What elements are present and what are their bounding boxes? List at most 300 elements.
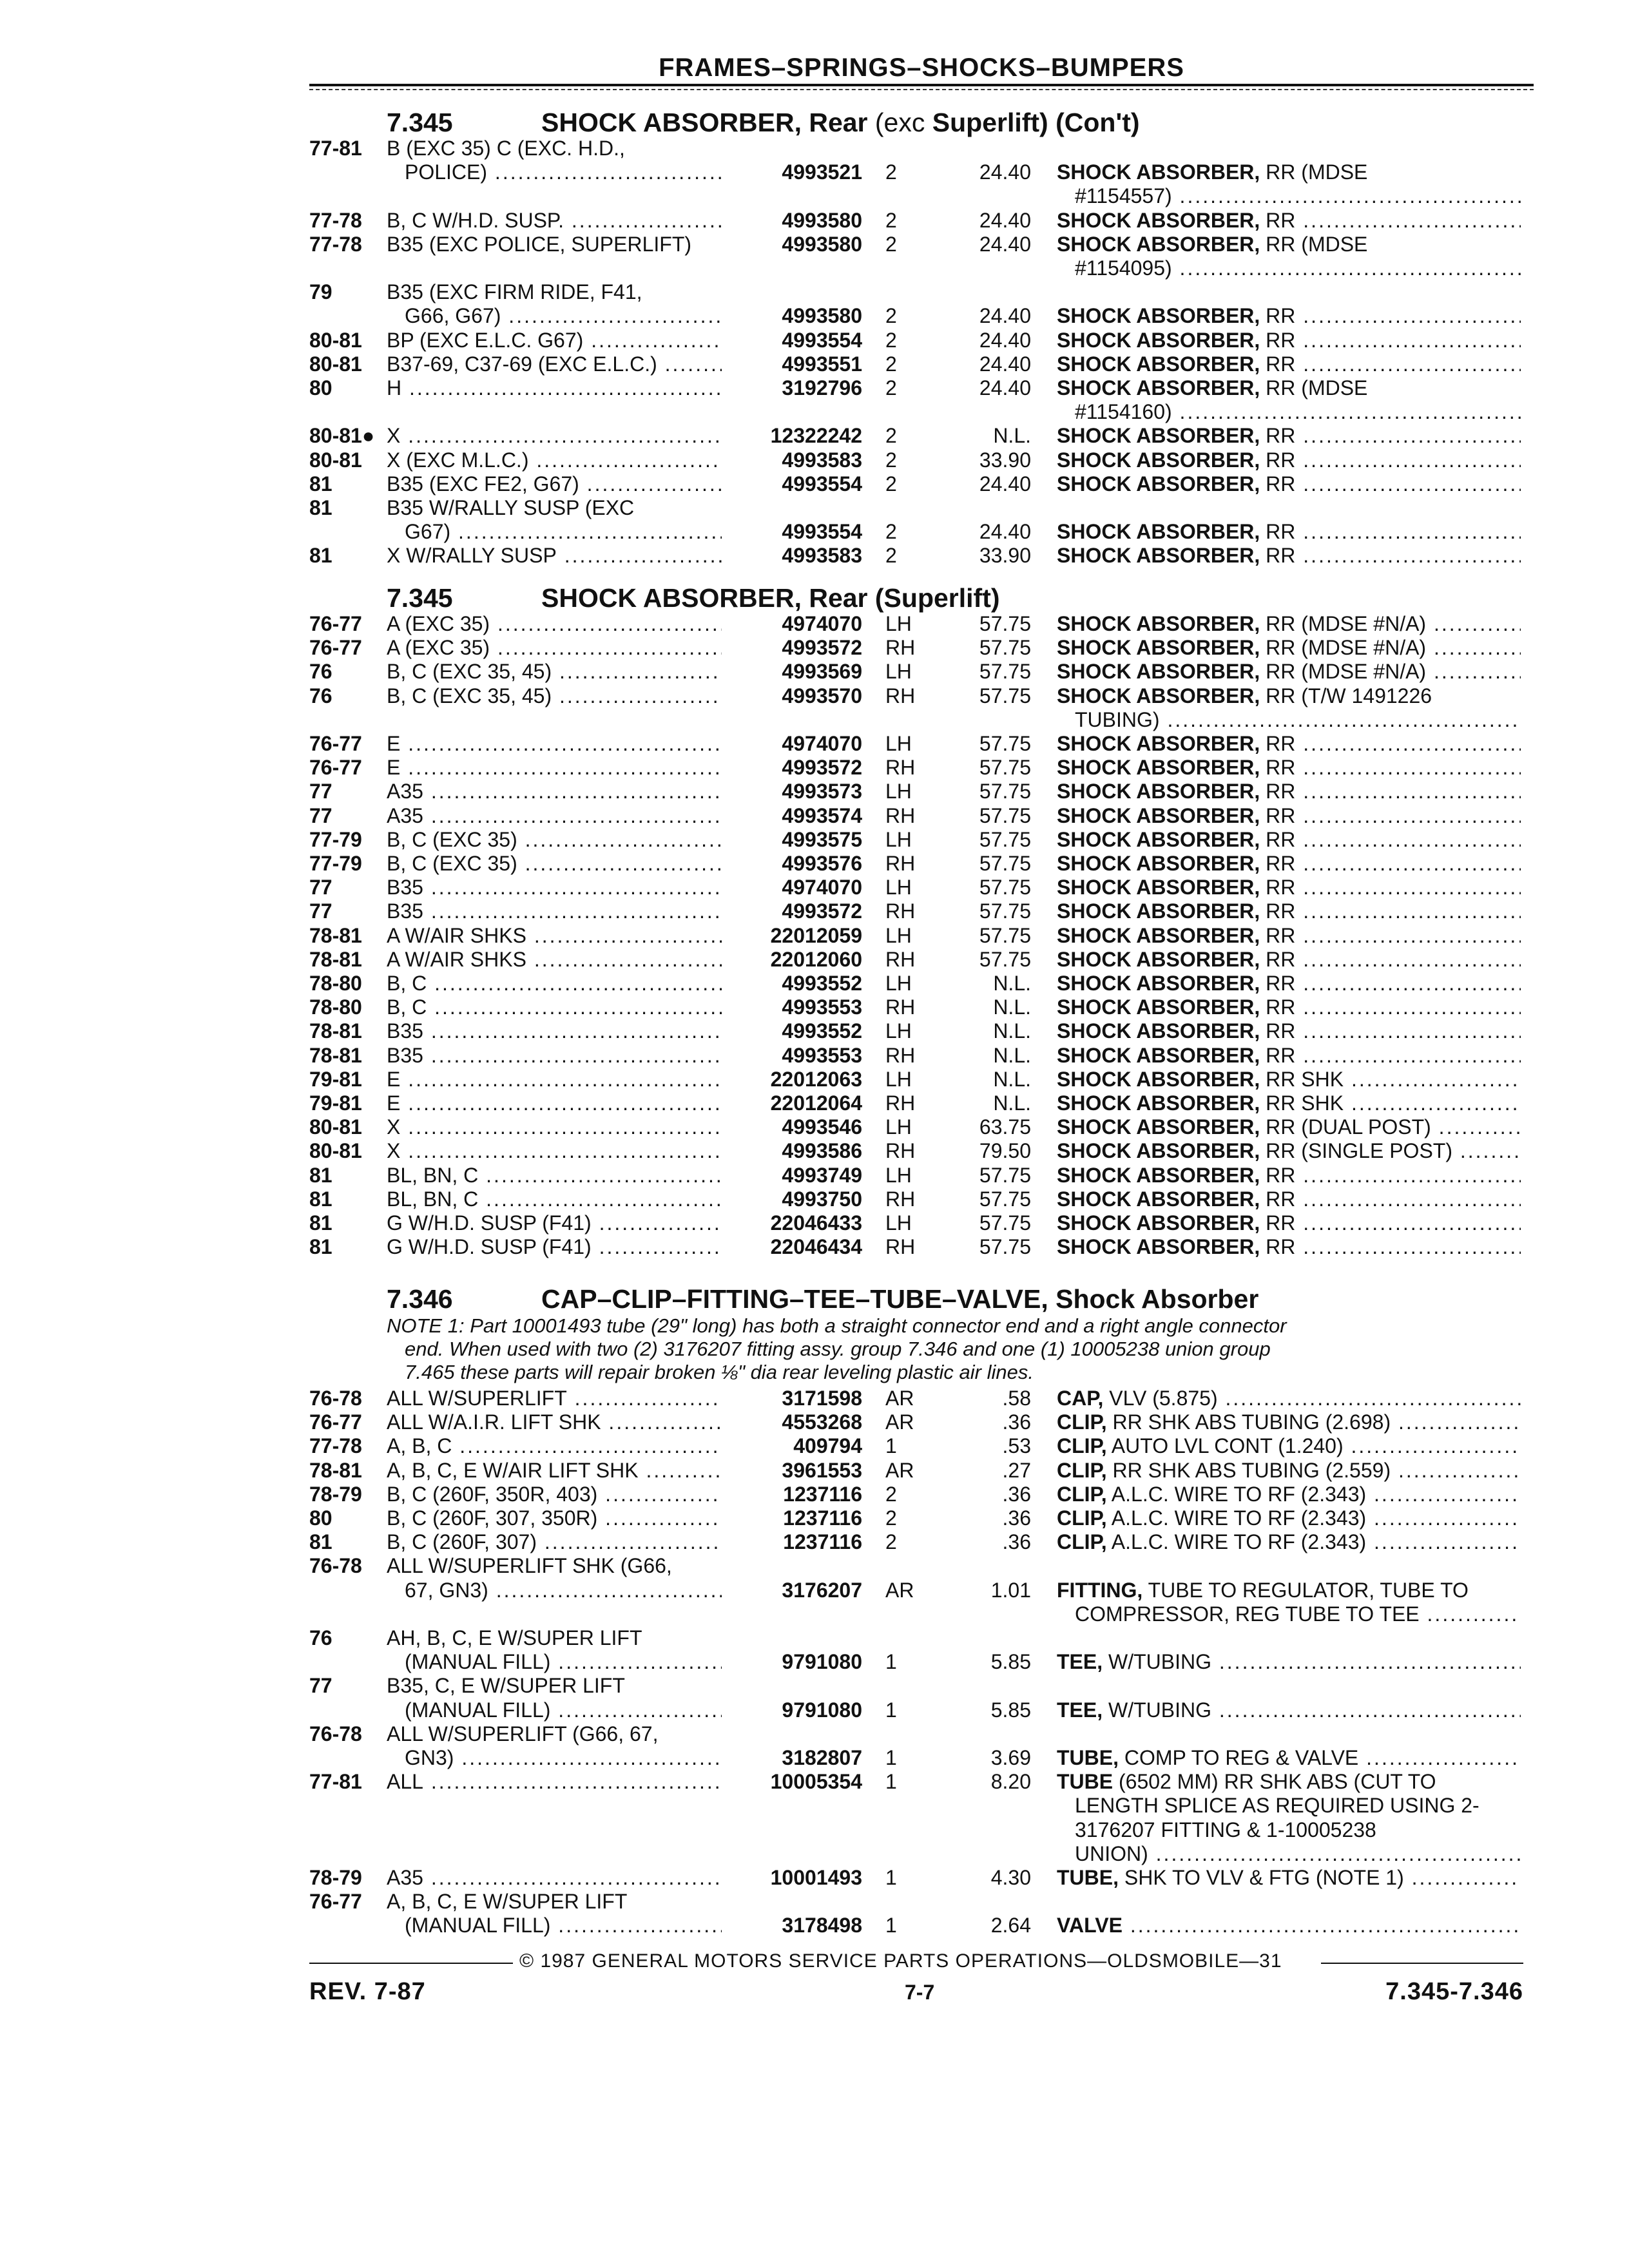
part-name: SHOCK ABSORBER, bbox=[1057, 328, 1260, 352]
part-name: SHOCK ABSORBER, bbox=[1057, 852, 1260, 875]
parts-row bbox=[0, 376, 1629, 400]
part-name: CLIP, bbox=[1057, 1434, 1107, 1458]
year-range: 77-81 bbox=[309, 137, 362, 160]
year-range: 77 bbox=[309, 899, 333, 923]
parts-row bbox=[0, 544, 1629, 568]
part-number: 1237116 bbox=[783, 1482, 862, 1506]
part-name: SHOCK ABSORBER, bbox=[1057, 684, 1260, 707]
quantity: RH bbox=[885, 947, 916, 971]
part-number: 1237116 bbox=[783, 1530, 862, 1554]
price: .53 bbox=[1002, 1434, 1031, 1458]
price: 79.50 bbox=[979, 1139, 1031, 1163]
parts-row bbox=[0, 1698, 1629, 1722]
model-applicability: B, C (260F, 350R, 403) ..... bbox=[387, 1483, 722, 1506]
page-header bbox=[309, 54, 1534, 90]
model-applicability: A W/AIR SHKS ..... bbox=[387, 924, 722, 948]
model-applicability: AH, B, C, E W/SUPER LIFT bbox=[387, 1626, 642, 1649]
part-name: SHOCK ABSORBER, bbox=[1057, 756, 1260, 780]
model-applicability: A, B, C, E W/SUPER LIFT bbox=[387, 1890, 628, 1914]
quantity: LH bbox=[885, 1211, 912, 1235]
part-number: 4993575 bbox=[782, 827, 862, 851]
quantity: RH bbox=[885, 1235, 916, 1259]
part-detail: W/TUBING bbox=[1103, 1698, 1211, 1722]
part-name: SHOCK ABSORBER, bbox=[1057, 827, 1260, 851]
year-range: 76-78 bbox=[309, 1387, 362, 1410]
quantity: 2 bbox=[885, 232, 897, 256]
quantity: 2 bbox=[885, 472, 897, 495]
price: 4.30 bbox=[990, 1866, 1031, 1889]
part-number: 22012063 bbox=[770, 1067, 862, 1091]
part-number: 3961553 bbox=[782, 1458, 862, 1482]
quantity: LH bbox=[885, 1163, 912, 1187]
model-applicability: B, C (260F, 307) ..... bbox=[387, 1530, 722, 1554]
part-detail: TUBE TO REGULATOR, TUBE TO bbox=[1142, 1578, 1469, 1602]
quantity: 2 bbox=[885, 1530, 897, 1554]
part-description bbox=[1057, 636, 1521, 660]
part-detail: W/TUBING bbox=[1103, 1650, 1211, 1674]
year-range: 81 bbox=[309, 544, 333, 568]
header-rule-dashed bbox=[309, 89, 1534, 90]
part-name: CLIP, bbox=[1057, 1530, 1107, 1554]
parts-row bbox=[0, 184, 1629, 208]
year-range: 78-80 bbox=[309, 972, 362, 995]
part-detail: RR (MDSE #N/A) bbox=[1260, 660, 1427, 684]
price: N.L. bbox=[993, 995, 1031, 1019]
quantity: 2 bbox=[885, 1482, 897, 1506]
model-applicability: A, B, C, E W/AIR LIFT SHK ..... bbox=[387, 1459, 722, 1483]
parts-row bbox=[0, 1914, 1629, 1937]
parts-row bbox=[0, 1459, 1629, 1483]
model-applicability: H ..... bbox=[387, 376, 722, 400]
model-applicability: B35 ..... bbox=[387, 1019, 722, 1043]
year-range: 78-81 bbox=[309, 923, 362, 947]
parts-row bbox=[0, 137, 1629, 160]
parts-row bbox=[0, 1674, 1629, 1698]
part-description bbox=[1057, 520, 1521, 544]
part-description bbox=[1057, 1459, 1521, 1483]
section-range: 7.345-7.346 bbox=[1385, 1978, 1523, 2005]
year-range: 77 bbox=[309, 876, 333, 899]
part-name: CLIP, bbox=[1057, 1410, 1107, 1434]
parts-row bbox=[0, 852, 1629, 876]
part-detail: COMP TO REG & VALVE bbox=[1119, 1746, 1359, 1769]
part-description bbox=[1057, 1044, 1521, 1068]
part-description bbox=[1075, 708, 1521, 732]
part-number: 4993569 bbox=[782, 660, 862, 684]
price: 24.40 bbox=[979, 472, 1031, 495]
price: 5.85 bbox=[990, 1650, 1031, 1674]
year-range: 80-81● bbox=[309, 424, 375, 448]
price: 24.40 bbox=[979, 352, 1031, 376]
part-description bbox=[1057, 233, 1521, 256]
parts-row bbox=[0, 1139, 1629, 1163]
parts-row bbox=[0, 948, 1629, 972]
part-detail: RR bbox=[1260, 448, 1296, 472]
part-description bbox=[1057, 1019, 1521, 1043]
part-description bbox=[1057, 304, 1521, 328]
part-description bbox=[1057, 732, 1521, 756]
part-name: CLIP, bbox=[1057, 1482, 1107, 1506]
section-heading-part: Superlift) (Con't) bbox=[932, 108, 1140, 137]
part-number: 4993553 bbox=[782, 995, 862, 1019]
parts-row bbox=[0, 472, 1629, 496]
part-name: SHOCK ABSORBER, bbox=[1057, 660, 1260, 684]
quantity: 2 bbox=[885, 544, 897, 568]
section-heading-part: SHOCK ABSORBER, Rear bbox=[541, 108, 875, 137]
model-applicability: B35 ..... bbox=[387, 899, 722, 923]
section-note bbox=[387, 1314, 1521, 1384]
year-range: 80-81 bbox=[309, 328, 362, 352]
price: 57.75 bbox=[979, 923, 1031, 947]
part-number: 4993572 bbox=[782, 636, 862, 660]
part-name: SHOCK ABSORBER, bbox=[1057, 636, 1260, 660]
part-description bbox=[1057, 376, 1521, 400]
part-description bbox=[1057, 1235, 1521, 1259]
part-description bbox=[1057, 852, 1521, 876]
quantity: 2 bbox=[885, 1506, 897, 1530]
section-heading-part: CAP–CLIP–FITTING–TEE–TUBE–VALVE, bbox=[541, 1284, 1048, 1314]
parts-row bbox=[0, 1483, 1629, 1506]
part-name: SHOCK ABSORBER, bbox=[1057, 472, 1260, 495]
year-range: 78-81 bbox=[309, 1019, 362, 1043]
quantity: 2 bbox=[885, 448, 897, 472]
parts-row bbox=[0, 756, 1629, 780]
section-title bbox=[387, 108, 1140, 137]
model-applicability: B, C ..... bbox=[387, 995, 722, 1019]
year-range: 81 bbox=[309, 1235, 333, 1259]
part-number: 4974070 bbox=[782, 732, 862, 755]
year-range: 76 bbox=[309, 660, 333, 684]
parts-row bbox=[0, 1115, 1629, 1139]
part-name: SHOCK ABSORBER, bbox=[1057, 1019, 1260, 1043]
revision-label: REV. 7-87 bbox=[309, 1978, 426, 2005]
model-applicability: ALL W/A.I.R. LIFT SHK ..... bbox=[387, 1410, 722, 1434]
part-detail: RR bbox=[1260, 780, 1296, 803]
part-number: 4993554 bbox=[782, 520, 862, 544]
quantity: RH bbox=[885, 899, 916, 923]
year-range: 77 bbox=[309, 803, 333, 827]
year-range: 78-80 bbox=[309, 995, 362, 1019]
part-name: SHOCK ABSORBER, bbox=[1057, 1211, 1260, 1235]
part-detail: (6502 MM) RR SHK ABS (CUT TO bbox=[1113, 1770, 1436, 1794]
part-description bbox=[1057, 209, 1521, 233]
part-detail: AUTO LVL CONT (1.240) bbox=[1106, 1434, 1344, 1458]
part-detail: RR bbox=[1260, 544, 1296, 568]
part-detail: RR bbox=[1260, 756, 1296, 780]
part-number: 4993551 bbox=[782, 352, 862, 376]
part-name: TEE, bbox=[1057, 1698, 1103, 1722]
price: N.L. bbox=[993, 424, 1031, 448]
model-applicability: A35 ..... bbox=[387, 780, 722, 803]
year-range: 77-78 bbox=[309, 208, 362, 232]
model-applicability: G67) ..... bbox=[405, 520, 722, 544]
parts-row bbox=[0, 209, 1629, 233]
part-detail: 3176207 FITTING & 1-10005238 bbox=[1075, 1818, 1376, 1841]
parts-row bbox=[0, 496, 1629, 520]
parts-row bbox=[0, 1746, 1629, 1770]
part-description bbox=[1057, 1434, 1521, 1458]
quantity: 2 bbox=[885, 352, 897, 376]
price: 57.75 bbox=[979, 1211, 1031, 1235]
part-description bbox=[1075, 1602, 1521, 1626]
quantity: RH bbox=[885, 1139, 916, 1163]
part-description bbox=[1075, 1794, 1521, 1818]
model-applicability: B, C (EXC 35, 45) ..... bbox=[387, 684, 722, 708]
part-number: 4993576 bbox=[782, 852, 862, 875]
part-detail: RR (DUAL POST) bbox=[1260, 1115, 1431, 1139]
model-applicability: G W/H.D. SUSP (F41) ..... bbox=[387, 1235, 722, 1259]
year-range: 78-81 bbox=[309, 947, 362, 971]
quantity: 1 bbox=[885, 1746, 897, 1769]
parts-row bbox=[0, 660, 1629, 684]
quantity: RH bbox=[885, 1187, 916, 1211]
year-range: 76-77 bbox=[309, 1890, 362, 1914]
footer-rule-left bbox=[309, 1963, 513, 1964]
model-applicability: A35 ..... bbox=[387, 804, 722, 828]
part-detail: TUBING) bbox=[1075, 707, 1160, 731]
model-applicability: ALL ..... bbox=[387, 1770, 722, 1794]
part-description bbox=[1057, 1506, 1521, 1530]
year-range: 80-81 bbox=[309, 352, 362, 376]
part-number: 4974070 bbox=[782, 876, 862, 899]
part-number: 22046433 bbox=[770, 1211, 862, 1235]
model-applicability: A W/AIR SHKS ..... bbox=[387, 948, 722, 972]
year-range: 81 bbox=[309, 1187, 333, 1211]
model-applicability: B35 (EXC POLICE, SUPERLIFT) bbox=[387, 232, 692, 256]
part-description bbox=[1057, 972, 1521, 995]
price: 57.75 bbox=[979, 876, 1031, 899]
part-detail: RR (MDSE bbox=[1260, 376, 1368, 399]
price: 24.40 bbox=[979, 520, 1031, 544]
part-detail: RR bbox=[1260, 472, 1296, 495]
price: N.L. bbox=[993, 972, 1031, 995]
model-applicability: B, C (EXC 35, 45) ..... bbox=[387, 660, 722, 684]
quantity: AR bbox=[885, 1410, 914, 1434]
part-name: SHOCK ABSORBER, bbox=[1057, 208, 1260, 232]
price: .36 bbox=[1002, 1506, 1031, 1530]
part-description bbox=[1057, 352, 1521, 376]
year-range: 81 bbox=[309, 1211, 333, 1235]
price: .36 bbox=[1002, 1530, 1031, 1554]
section-title bbox=[387, 584, 1000, 612]
model-applicability: E ..... bbox=[387, 1068, 722, 1091]
section-number: 7.345 bbox=[387, 108, 453, 137]
part-description bbox=[1057, 1770, 1521, 1794]
footer-copyright: © 1987 GENERAL MOTORS SERVICE PARTS OPERATIONS—OLDSMOBILE—31 bbox=[519, 1950, 1282, 1972]
section-heading-part: SHOCK ABSORBER, Rear (Superlift) bbox=[541, 583, 1000, 613]
year-range: 76-77 bbox=[309, 756, 362, 780]
part-name: SHOCK ABSORBER, bbox=[1057, 424, 1260, 448]
part-number: 4993552 bbox=[782, 1019, 862, 1043]
part-name: SHOCK ABSORBER, bbox=[1057, 947, 1260, 971]
quantity: LH bbox=[885, 612, 912, 635]
part-description bbox=[1057, 780, 1521, 803]
part-description bbox=[1057, 828, 1521, 852]
part-detail: RR bbox=[1260, 1211, 1296, 1235]
part-number: 3176207 bbox=[782, 1578, 862, 1602]
model-applicability: (MANUAL FILL) ..... bbox=[405, 1914, 722, 1937]
part-description bbox=[1057, 948, 1521, 972]
part-name: SHOCK ABSORBER, bbox=[1057, 923, 1260, 947]
quantity: 1 bbox=[885, 1770, 897, 1794]
part-number: 22012059 bbox=[770, 923, 862, 947]
model-applicability: A (EXC 35) ..... bbox=[387, 612, 722, 636]
part-name: SHOCK ABSORBER, bbox=[1057, 232, 1260, 256]
part-number: 10001493 bbox=[770, 1866, 862, 1889]
part-detail: UNION) bbox=[1075, 1841, 1148, 1865]
part-number: 4993583 bbox=[782, 544, 862, 568]
year-range: 78-79 bbox=[309, 1866, 362, 1889]
part-detail: RR (MDSE #N/A) bbox=[1260, 636, 1427, 660]
price: 5.85 bbox=[990, 1698, 1031, 1722]
year-range: 76 bbox=[309, 684, 333, 707]
model-applicability: B, C (EXC 35) ..... bbox=[387, 828, 722, 852]
part-description bbox=[1057, 1091, 1521, 1115]
model-applicability: POLICE) ..... bbox=[405, 160, 722, 184]
part-detail: A.L.C. WIRE TO RF (2.343) bbox=[1106, 1530, 1367, 1554]
part-detail: RR (SINGLE POST) bbox=[1260, 1139, 1452, 1163]
model-applicability: (MANUAL FILL) ..... bbox=[405, 1698, 722, 1722]
part-detail: RR bbox=[1260, 1187, 1296, 1211]
model-applicability: E ..... bbox=[387, 1091, 722, 1115]
parts-row bbox=[0, 732, 1629, 756]
part-detail: RR bbox=[1260, 304, 1296, 328]
footer-rule-right bbox=[1321, 1963, 1523, 1964]
part-name: SHOCK ABSORBER, bbox=[1057, 1187, 1260, 1211]
part-detail: RR bbox=[1260, 208, 1296, 232]
part-description bbox=[1057, 472, 1521, 496]
part-detail: SHK TO VLV & FTG (NOTE 1) bbox=[1119, 1866, 1404, 1889]
section-heading bbox=[541, 1284, 1258, 1314]
part-number: 4993521 bbox=[782, 160, 862, 184]
part-number: 409794 bbox=[793, 1434, 862, 1458]
part-description bbox=[1075, 184, 1521, 208]
parts-row bbox=[0, 280, 1629, 304]
part-name: SHOCK ABSORBER, bbox=[1057, 160, 1260, 184]
price: 57.75 bbox=[979, 660, 1031, 684]
model-applicability: A (EXC 35) ..... bbox=[387, 636, 722, 660]
part-description bbox=[1057, 876, 1521, 899]
part-number: 4993574 bbox=[782, 803, 862, 827]
parts-row bbox=[0, 1602, 1629, 1626]
parts-row bbox=[0, 780, 1629, 803]
model-applicability: ALL W/SUPERLIFT SHK (G66, bbox=[387, 1554, 672, 1578]
part-number: 4993553 bbox=[782, 1043, 862, 1067]
price: 57.75 bbox=[979, 684, 1031, 707]
part-detail: RR SHK bbox=[1260, 1067, 1344, 1091]
part-description bbox=[1075, 400, 1521, 424]
parts-row bbox=[0, 304, 1629, 328]
parts-row bbox=[0, 876, 1629, 899]
part-detail: RR bbox=[1260, 852, 1296, 875]
parts-row bbox=[0, 1794, 1629, 1818]
quantity: LH bbox=[885, 1019, 912, 1043]
part-name: SHOCK ABSORBER, bbox=[1057, 612, 1260, 635]
part-name: TUBE, bbox=[1057, 1866, 1119, 1889]
part-name: CLIP, bbox=[1057, 1458, 1107, 1482]
price: N.L. bbox=[993, 1019, 1031, 1043]
part-number: 4993580 bbox=[782, 232, 862, 256]
part-description bbox=[1057, 160, 1521, 184]
quantity: RH bbox=[885, 1043, 916, 1067]
price: 57.75 bbox=[979, 852, 1031, 875]
parts-row bbox=[0, 1722, 1629, 1746]
header-rule bbox=[309, 84, 1534, 86]
parts-row bbox=[0, 1818, 1629, 1842]
part-number: 3192796 bbox=[782, 376, 862, 399]
quantity: 2 bbox=[885, 304, 897, 328]
part-number: 10005354 bbox=[770, 1770, 862, 1794]
part-name: SHOCK ABSORBER, bbox=[1057, 544, 1260, 568]
price: 57.75 bbox=[979, 732, 1031, 755]
model-applicability: G66, G67) ..... bbox=[405, 304, 722, 328]
part-description bbox=[1057, 1914, 1521, 1937]
part-number: 4993554 bbox=[782, 328, 862, 352]
part-number: 9791080 bbox=[782, 1650, 862, 1674]
section-heading bbox=[541, 583, 1000, 613]
model-applicability: X (EXC M.L.C.) ..... bbox=[387, 448, 722, 472]
parts-row bbox=[0, 520, 1629, 544]
model-applicability: X ..... bbox=[387, 424, 722, 448]
parts-row bbox=[0, 1187, 1629, 1211]
section-heading-part: (exc bbox=[874, 108, 932, 137]
part-detail: RR bbox=[1260, 328, 1296, 352]
part-description bbox=[1057, 684, 1521, 708]
section-heading-part: Shock Absorber bbox=[1048, 1284, 1259, 1314]
parts-row bbox=[0, 1554, 1629, 1578]
quantity: LH bbox=[885, 780, 912, 803]
model-applicability: B, C (260F, 307, 350R) ..... bbox=[387, 1506, 722, 1530]
part-description bbox=[1057, 1866, 1521, 1890]
model-applicability: B35 (EXC FIRM RIDE, F41, bbox=[387, 280, 642, 304]
part-description bbox=[1057, 1698, 1521, 1722]
price: 57.75 bbox=[979, 636, 1031, 660]
parts-row bbox=[0, 1164, 1629, 1187]
part-number: 4993572 bbox=[782, 756, 862, 780]
quantity: LH bbox=[885, 972, 912, 995]
part-detail: RR (MDSE bbox=[1260, 160, 1368, 184]
parts-row bbox=[0, 924, 1629, 948]
parts-row bbox=[0, 899, 1629, 923]
part-name: SHOCK ABSORBER, bbox=[1057, 803, 1260, 827]
quantity: AR bbox=[885, 1387, 914, 1410]
part-number: 4993546 bbox=[782, 1115, 862, 1139]
part-detail: RR (MDSE #N/A) bbox=[1260, 612, 1427, 635]
parts-row bbox=[0, 329, 1629, 352]
price: 57.75 bbox=[979, 899, 1031, 923]
model-applicability: B35 ..... bbox=[387, 876, 722, 899]
model-applicability: A35 ..... bbox=[387, 1866, 722, 1890]
price: N.L. bbox=[993, 1091, 1031, 1115]
parts-row bbox=[0, 995, 1629, 1019]
quantity: LH bbox=[885, 1115, 912, 1139]
year-range: 79 bbox=[309, 280, 333, 304]
price: 57.75 bbox=[979, 947, 1031, 971]
year-range: 81 bbox=[309, 1163, 333, 1187]
parts-row bbox=[0, 1506, 1629, 1530]
section-number: 7.345 bbox=[387, 583, 453, 613]
part-number: 1237116 bbox=[783, 1506, 862, 1530]
part-description bbox=[1057, 1483, 1521, 1506]
parts-row bbox=[0, 400, 1629, 424]
year-range: 78-81 bbox=[309, 1458, 362, 1482]
note-line: NOTE 1: Part 10001493 tube (29" long) has both a straight connector end and a right angle connector bbox=[387, 1314, 1287, 1337]
price: 24.40 bbox=[979, 376, 1031, 399]
parts-row bbox=[0, 1211, 1629, 1235]
part-name: SHOCK ABSORBER, bbox=[1057, 520, 1260, 544]
quantity: 2 bbox=[885, 208, 897, 232]
part-name: SHOCK ABSORBER, bbox=[1057, 995, 1260, 1019]
